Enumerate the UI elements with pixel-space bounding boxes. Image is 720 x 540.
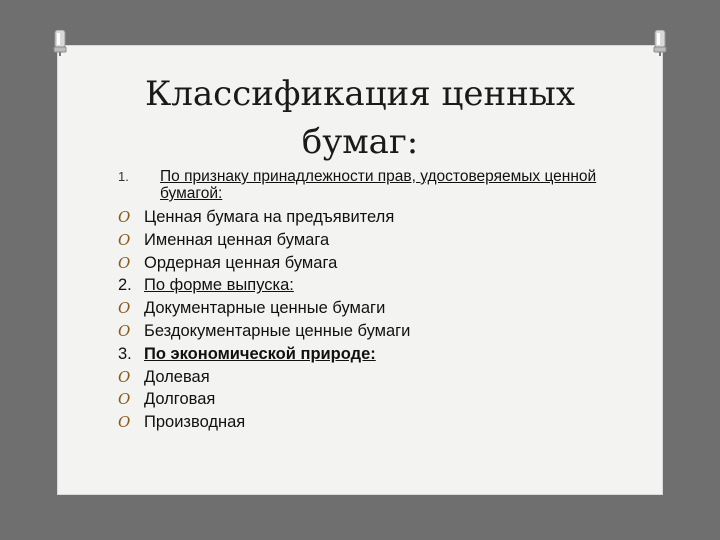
list-item-text: Долевая <box>144 367 210 386</box>
list-item <box>118 366 638 389</box>
list-item <box>118 168 638 202</box>
list-item-text: По признаку принадлежности прав, удостоверяемых ценной бумагой: <box>160 168 597 202</box>
list-item <box>118 320 638 343</box>
list-item <box>118 411 638 434</box>
list-item-text: Документарные ценные бумаги <box>144 299 386 318</box>
list-item <box>118 388 638 411</box>
title-line-2: бумаг: <box>301 122 419 162</box>
list-item <box>118 252 638 275</box>
list-item-text: Именная ценная бумага <box>144 230 330 249</box>
title-line-1: Классификация ценных <box>144 74 576 114</box>
classification-list <box>118 168 638 434</box>
pushpin-icon <box>52 30 68 56</box>
pushpin-icon <box>652 30 668 56</box>
list-item-text: Долговая <box>144 390 216 409</box>
list-item <box>118 274 638 297</box>
list-item-text: Ценная бумага на предъявителя <box>144 208 395 226</box>
bullet-icon: O <box>118 299 131 318</box>
list-item <box>118 343 638 366</box>
list-number: 2. <box>118 276 132 295</box>
list-item <box>118 229 638 252</box>
bullet-icon: O <box>118 253 131 272</box>
list-item-text: По форме выпуска: <box>144 276 294 295</box>
list-number: 1. <box>118 169 129 184</box>
bullet-icon: O <box>118 208 131 226</box>
list-item-text: Ордерная ценная бумага <box>144 253 338 272</box>
list-item <box>118 297 638 320</box>
bullet-icon: O <box>118 413 131 432</box>
slide-title <box>80 70 640 166</box>
list-item-text: Производная <box>144 413 246 432</box>
bullet-icon: O <box>118 367 131 386</box>
bullet-icon: O <box>118 230 131 249</box>
list-item-text: По экономической природе: <box>144 344 376 363</box>
bullet-icon: O <box>118 321 131 340</box>
list-number: 3. <box>118 344 132 363</box>
bullet-icon: O <box>118 390 131 409</box>
list-item <box>118 206 638 229</box>
list-item-text: Бездокументарные ценные бумаги <box>144 321 411 340</box>
